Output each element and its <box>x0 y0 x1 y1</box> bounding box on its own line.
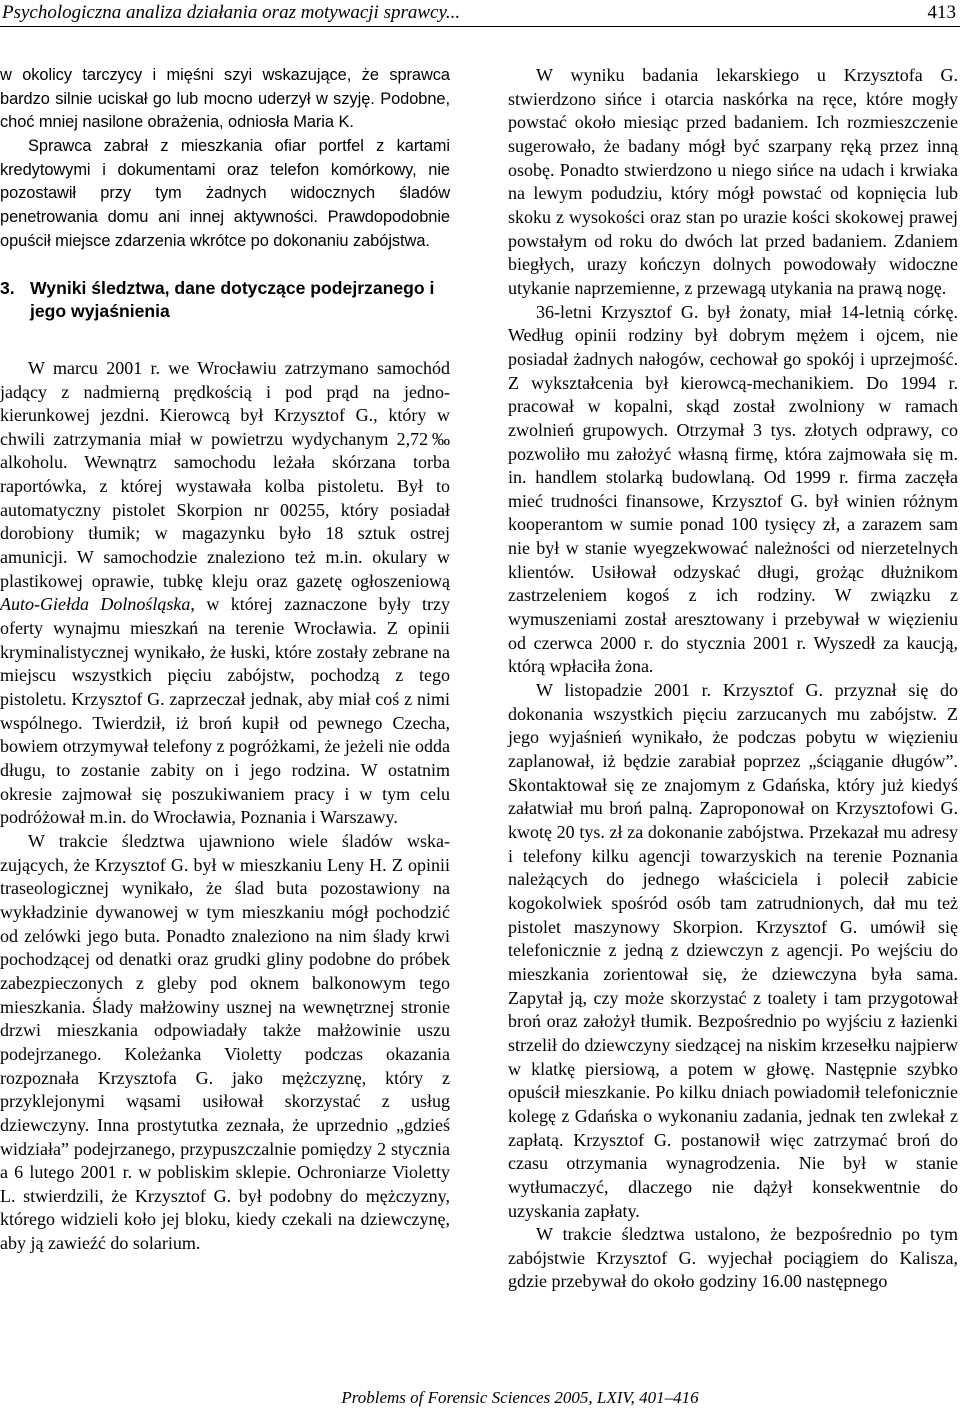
left-paragraph-2: Sprawca zabrał z mieszkania ofiar portfel z kartami kredytowymi i dokumentami oraz telefon komórkowy, nie pozostawił przy tym żadnych widocznych śladów penetrowania domu ani innej aktywności. Prawdopodobnie opuścił miejsce zdarzenia wkrótce po dokonaniu zabójstwa. <box>0 136 450 250</box>
footer-citation: Problems of Forensic Sciences 2005, LXIV, 401–416 <box>341 1388 699 1407</box>
section-number: 3. <box>0 277 15 298</box>
left-paragraph-3 <box>0 357 450 830</box>
page-number: 413 <box>927 2 956 23</box>
running-title: Psychologiczna analiza działania oraz motywacji sprawcy... <box>2 2 461 23</box>
right-paragraph-3: W listopadzie 2001 r. Krzysztof G. przyznał się do dokonania wszystkich pięciu zarzucanych mu zabójstw. Z jego wyjaśnień wynikało, że podczas pobytu w więzieniu zaplanował, iż będzie zarabiał poprzez „ściąganie długów”. Skontaktował się ze znajomym z Gdańska, który już kiedyś załatwiał mu broń palną. Zaproponował on Krzysztofowi G. kwotę 20 tys. zł za dokonanie zabójstwa. Przekazał mu adresy i telefony kilku agencji towarzyskich na terenie Poznania należących do jednego właściciela i polecił zabicie kogokolwiek spośród osób tam zatrudnionych, dał mu też pistolet maszynowy Skorpion. Krzysztof G. umówił się telefonicznie z jedną z dziewczyn z agencji. Po wejściu do mieszkania zorientował się, że dziewczyna była sama. Zapytał ją, czy może skorzystać z toalety i tam przygotował broń oraz założył tłumik. Bezpośrednio po wyjściu z łazienki strzelił do dziewczyny siedzącej na niskim krzesełku najpierw w klatkę piersiową, a potem w głowę. Następnie szybko opuścił mieszkanie. Po kilku dniach powiadomił telefonicznie kolegę z Gdańska o wykonaniu zadania, jednak ten zwlekał z zapłatą. Krzysztof G. postanowił więc zatrzymać broń do czasu otrzymania wynagrodzenia. Nie był w stanie wytłumaczyć, dlaczego nie dążył konsekwentnie do uzyskania zapłaty. <box>508 680 958 1221</box>
page-footer <box>0 1388 960 1408</box>
left-paragraph-1: w okolicy tarczycy i mięśni szyi wskazujące, że sprawca bardzo silnie uciskał go lub mocno uderzył w szyję. Podobne, choć mniej nasilone obrażenia, odniosła Maria K. <box>0 66 450 132</box>
left-paragraph-4: W trakcie śledztwa ujawniono wiele śladów wskazujących, że Krzysztof G. był w mieszkaniu Leny H. Z opinii traseologicznej wynikało, że ślad buta pozostawiony na wykładzinie dywanowej w tym mieszkaniu mógł pochodzić od zelówki jego buta. Ponadto znaleziono na nim ślady krwi pochodzącej od denatki oraz grudki gliny podobne do próbek zabezpieczonych z gleby pod oknem balkonowym tego mieszkania. Ślady małżowiny usznej na wewnętrznej stronie drzwi mieszkania odpowiadały także małżowinie uszu podejrzanego. Koleżanka Violetty podczas okazania rozpoznała Krzysztofa G. jako mężczyznę, który z przyklejonymi wąsami usiłował skorzystać z usług dziewczyny. Inna prostytutka zeznała, że uprzednio „gdzieś widziała” podejrzanego, przypuszczalnie pomiędzy 2 stycznia a 6 lutego 2001 r. w pobliskim sklepie. Ochroniarze Violetty L. stwierdzili, że Krzysztof G. był podobny do mężczyzny, którego widzieli koło jej bloku, kiedy czekali na dziewczynę, aby ją zawieźć do solarium. <box>0 830 450 1254</box>
right-paragraph-1: W wyniku badania lekarskiego u Krzysztofa G. stwierdzono sińce i otarcia naskórka na ręce, które mogły powstać około miesiąc przed badaniem. Ich rozmieszczenie sugerowało, że badany mógł być szarpany ręką przez inną osobę. Ponadto stwierdzono u niego sińce na udach i krwiaka na lewym podudziu, który mógł powstać od kopnięcia lub skoku z wysokości oraz stan po urazie kości skokowej prawej powstałym od roku do dwóch lat przed badaniem. Zdaniem biegłych, urazy kończyn dolnych powodowały widoczne utykanie naprzemienne, z przewagą utykania na prawą nogę. <box>508 65 958 298</box>
running-header <box>0 0 960 24</box>
left-column <box>0 64 450 1256</box>
header-rule <box>0 26 960 27</box>
left-paragraph-3-part-2: , w której zaznaczone były trzy oferty wynajmu mieszkań na terenie Wrocławia. Z opinii kryminalistycznej wynikało, że łuski, które zostały zebrane na miejscu wszystkich pięciu zabójstw, pochodzą z tego pistoletu. Krzysztof G. zaprzeczał jednak, aby miał coś z nimi wspólnego. Twierdził, iż broń kupił od pewnego Czecha, bowiem otrzymywał telefony z pogróżkami, że jeżeli nie odda długu, to zostanie zabity on i jego rodzina. W ostatnim okresie zajmował się poszukiwaniem pracy i w tym celu podróżował m.in. do Wrocławia, Poznania i Warszawy. <box>0 594 450 828</box>
right-paragraph-2: 36-letni Krzysztof G. był żonaty, miał 14-letnią córkę. Według opinii rodziny był dobrym mężem i ojcem, nie posiadał żadnych nałogów, cechował go spokój i uprzejmość. Z wykształcenia był kierowcą-mechanikiem. Do 1994 r. pracował w kopalni, skąd został zwolniony w ramach zwolnień grupowych. Otrzymał 3 tys. złotych odprawy, co pozwoliło mu założyć własną firmę, która zajmowała się m. in. handlem stolarką budowlaną. Od 1999 r. firma zaczęła mieć trudności finansowe, Krzysztof G. był winien różnym kooperantom w sumie ponad 100 tysięcy zł, a zarazem sam nie był w stanie wyegzekwować należności od nierzetelnych klientów. Usiłował odzyskać długi, grożąc dłużnikom zastrzeleniem kogoś z ich rodziny. W związku z wymuszeniami został aresztowany i przebywał w więzieniu od czerwca 2000 r. do stycznia 2001 r. Wyszedł za kaucją, którą wpłaciła żona. <box>508 301 958 677</box>
newspaper-title: Auto-Giełda Dolnośląska <box>0 594 191 615</box>
right-column <box>508 64 958 1294</box>
section-heading <box>0 277 450 323</box>
right-paragraph-4: W trakcie śledztwa ustalono, że bezpośrednio po tym zabójstwie Krzysztof G. wyjechał pociągiem do Kalisza, gdzie przebywał do około godziny 16.00 następnego <box>508 1224 958 1292</box>
left-paragraph-3-part-1: W marcu 2001 r. we Wrocławiu zatrzymano samochód jadący z nadmierną prędkością i pod prąd na jednokierunkowej jezdni. Kierowcą był Krzysztof G., który w chwili zatrzymania miał w powietrzu wydychanym 2,72‰ alkoholu. Wewnątrz samochodu leżała skórzana torba raportówka, z której wystawała kolba pistoletu. Był to automatyczny pistolet Skorpion nr 00255, który posiadał dorobiony tłumik; w magazynku było 18 sztuk ostrej amunicji. W samochodzie znaleziono też m.in. okulary w plastikowej oprawie, tubkę kleju oraz gazetę ogłoszeniową <box>0 357 450 591</box>
section-title: Wyniki śledztwa, dane dotyczące podejrzanego i jego wyjaśnienia <box>30 277 435 321</box>
